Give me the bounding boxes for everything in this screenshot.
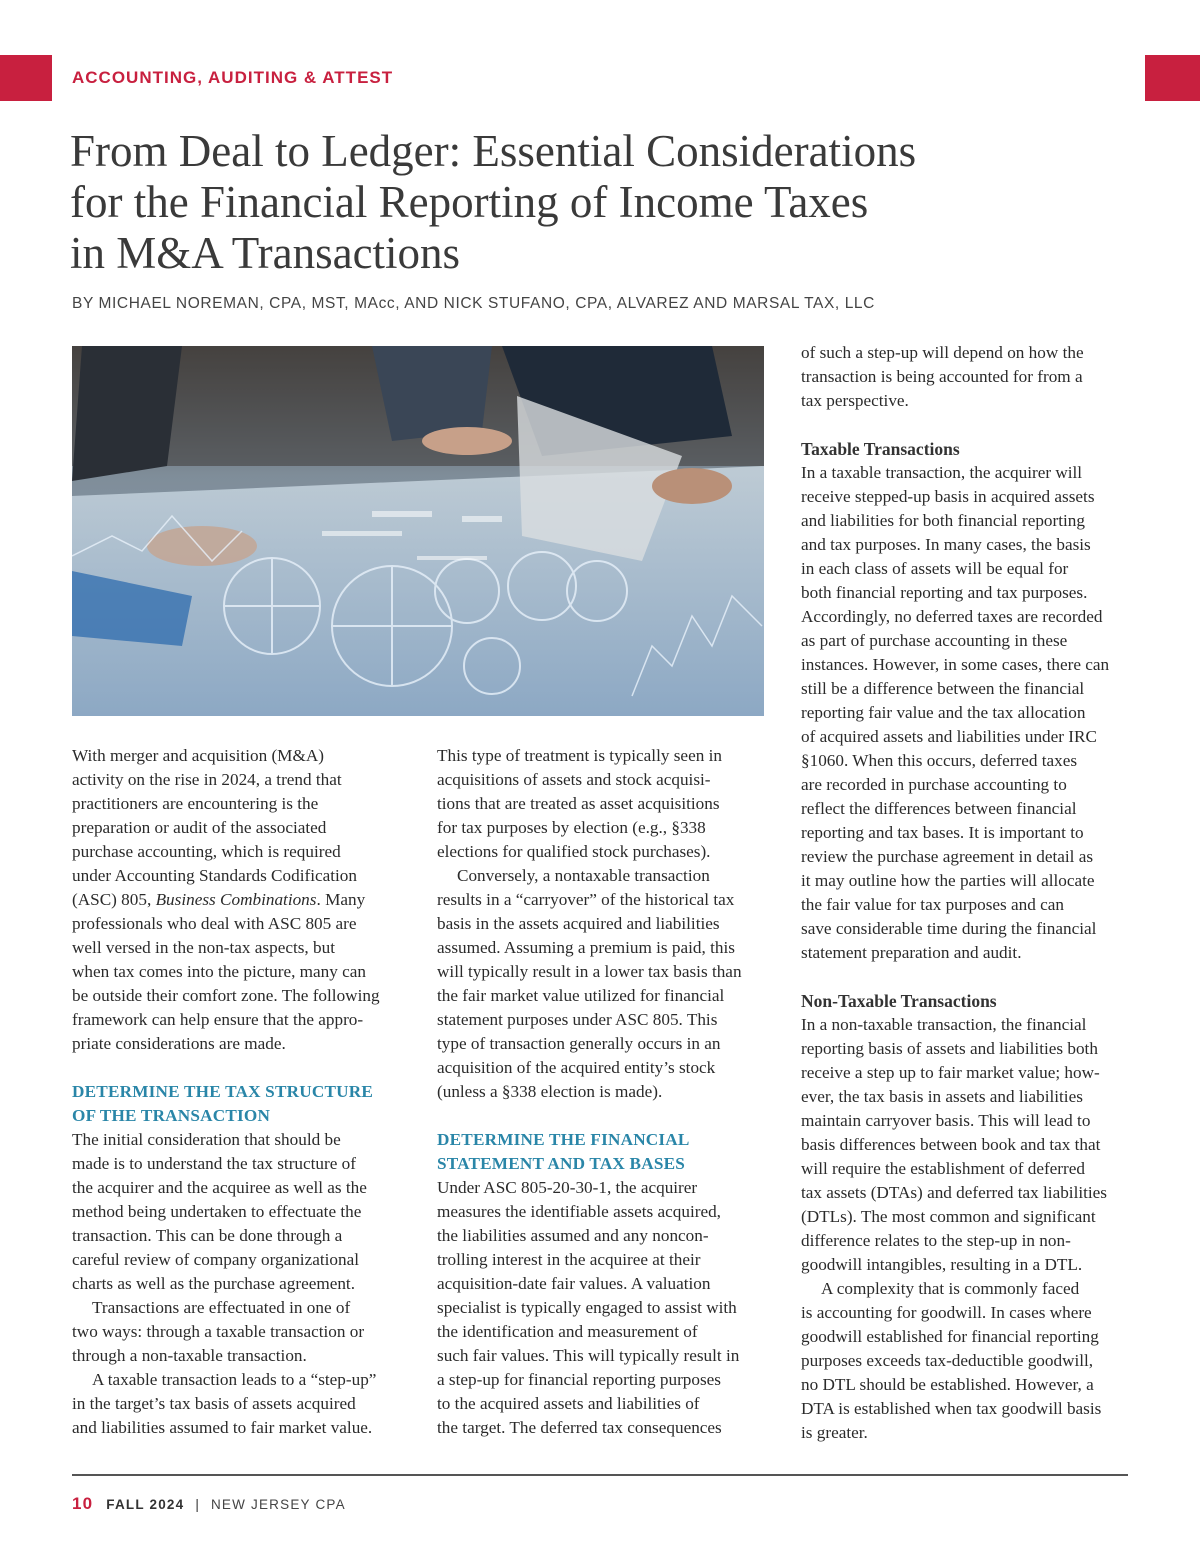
text-line: is greater. — [801, 1423, 868, 1442]
text-line: A complexity that is commonly faced — [821, 1279, 1080, 1298]
text-line: Conversely, a nontaxable transaction — [457, 866, 710, 885]
text-line: (DTLs). The most common and significant — [801, 1207, 1096, 1226]
text-line: review the purchase agreement in detail as — [801, 847, 1094, 866]
text-line: statement purposes under ASC 805. This — [437, 1010, 718, 1029]
text-line: tax perspective. — [801, 391, 909, 410]
text-line: still be a difference between the financial — [801, 679, 1085, 698]
text-line: basis differences between book and tax that — [801, 1135, 1101, 1154]
section-tab-right — [1145, 55, 1200, 101]
paragraph — [437, 1176, 772, 1440]
text-line: through a non-taxable transaction. — [72, 1346, 307, 1365]
text-line: receive stepped-up basis in acquired assets — [801, 487, 1095, 506]
text-line: both financial reporting and tax purposes. — [801, 583, 1088, 602]
text-line: are recorded in purchase accounting to — [801, 775, 1067, 794]
paragraph — [72, 744, 407, 1056]
text-line: A taxable transaction leads to a “step-up” — [92, 1370, 377, 1389]
text-fragment: (ASC) 805, — [72, 890, 156, 909]
paragraph — [437, 864, 772, 1104]
text-line: the liabilities assumed and any noncon- — [437, 1226, 709, 1245]
paragraph — [72, 1128, 407, 1296]
text-line: assumed. Assuming a premium is paid, this — [437, 938, 735, 957]
text-line: This type of treatment is typically seen in — [437, 746, 722, 765]
text-line: careful review of company organizational — [72, 1250, 359, 1269]
text-line: save considerable time during the financial — [801, 919, 1097, 938]
column-1 — [72, 744, 407, 1440]
text-line: two ways: through a taxable transaction or — [72, 1322, 365, 1341]
footer-divider — [72, 1474, 1128, 1476]
text-line: With merger and acquisition (M&A) — [72, 746, 324, 765]
text-line: acquisition-date fair values. A valuation — [437, 1274, 711, 1293]
text-line: method being undertaken to effectuate the — [72, 1202, 362, 1221]
page-number: 10 — [72, 1494, 94, 1513]
business-meeting-illustration — [72, 346, 764, 716]
text-line: goodwill established for financial reporting — [801, 1327, 1099, 1346]
text-line: receive a step up to fair market value; how- — [801, 1063, 1100, 1082]
text-line: practitioners are encountering is the — [72, 794, 319, 813]
text-line: the target. The deferred tax consequences — [437, 1418, 722, 1437]
subsection-heading: Taxable Transactions — [801, 439, 960, 459]
text-line: The initial consideration that should be — [72, 1130, 341, 1149]
text-line: priate considerations are made. — [72, 1034, 286, 1053]
text-line: DTA is established when tax goodwill basis — [801, 1399, 1102, 1418]
title-line: From Deal to Ledger: Essential Considerations — [70, 126, 917, 176]
text-line: §1060. When this occurs, deferred taxes — [801, 751, 1078, 770]
text-line: well versed in the non-tax aspects, but — [72, 938, 335, 957]
issue-label: FALL 2024 — [106, 1497, 185, 1512]
italic-title: Business Combinations — [155, 890, 317, 909]
text-line: type of transaction generally occurs in an — [437, 1034, 721, 1053]
text-line: Transactions are effectuated in one of — [92, 1298, 351, 1317]
text-line: specialist is typically engaged to assist with — [437, 1298, 737, 1317]
column-3 — [801, 341, 1136, 1445]
text-line: (unless a §338 election is made). — [437, 1082, 663, 1101]
text-line: purposes exceeds tax-deductible goodwill, — [801, 1351, 1094, 1370]
text-line: statement preparation and audit. — [801, 943, 1022, 962]
text-line: transaction. This can be done through a — [72, 1226, 343, 1245]
publication-name: NEW JERSEY CPA — [210, 1497, 346, 1512]
text-line: Under ASC 805-20-30-1, the acquirer — [437, 1178, 698, 1197]
text-line: of acquired assets and liabilities under IRC — [801, 727, 1097, 746]
text-line: of such a step-up will depend on how the — [801, 343, 1084, 362]
heading-line: DETERMINE THE TAX STRUCTURE — [72, 1082, 373, 1101]
hero-photo — [72, 346, 764, 716]
text-line: tax assets (DTAs) and deferred tax liabilities — [801, 1183, 1107, 1202]
text-line: it may outline how the parties will allocate — [801, 871, 1095, 890]
text-line: results in a “carryover” of the historical tax — [437, 890, 735, 909]
text-line: under Accounting Standards Codification — [72, 866, 357, 885]
text-line: trolling interest in the acquiree at their — [437, 1250, 701, 1269]
text-line: the fair value for tax purposes and can — [801, 895, 1064, 914]
text-line: transaction is being accounted for from a — [801, 367, 1083, 386]
column-2 — [437, 744, 772, 1440]
subsection-heading: Non-Taxable Transactions — [801, 991, 997, 1011]
text-line: purchase accounting, which is required — [72, 842, 341, 861]
heading-line: OF THE TRANSACTION — [72, 1106, 271, 1125]
text-line: reporting and tax bases. It is important to — [801, 823, 1084, 842]
text-line: the identification and measurement of — [437, 1322, 698, 1341]
heading-line: DETERMINE THE FINANCIAL — [437, 1130, 690, 1149]
heading-line: STATEMENT AND TAX BASES — [437, 1154, 685, 1173]
text-line: reflect the differences between financial — [801, 799, 1077, 818]
text-line: acquisitions of assets and stock acquisi- — [437, 770, 711, 789]
text-line: Accordingly, no deferred taxes are recorded — [801, 607, 1103, 626]
title-line: for the Financial Reporting of Income Taxes — [70, 177, 869, 227]
text-line: difference relates to the step-up in non- — [801, 1231, 1071, 1250]
paragraph — [801, 461, 1136, 965]
text-line: charts as well as the purchase agreement. — [72, 1274, 355, 1293]
text-line: In a non-taxable transaction, the financial — [801, 1015, 1087, 1034]
text-line: in the target’s tax basis of assets acquired — [72, 1394, 356, 1413]
text-line: tions that are treated as asset acquisitions — [437, 794, 720, 813]
text-line — [72, 888, 407, 912]
section-tab-left — [0, 55, 52, 101]
text-line: goodwill intangibles, resulting in a DTL. — [801, 1255, 1083, 1274]
text-line: and liabilities assumed to fair market value. — [72, 1418, 373, 1437]
section-label: ACCOUNTING, AUDITING & ATTEST — [72, 68, 394, 87]
text-line: be outside their comfort zone. The following — [72, 986, 380, 1005]
paragraph — [801, 341, 1136, 413]
text-line: activity on the rise in 2024, a trend that — [72, 770, 342, 789]
article-title — [70, 126, 1030, 279]
text-line: instances. However, in some cases, there can — [801, 655, 1110, 674]
text-line: the acquirer and the acquiree as well as the — [72, 1178, 367, 1197]
page-footer — [72, 1494, 346, 1514]
text-line: when tax comes into the picture, many can — [72, 962, 367, 981]
text-line: reporting fair value and the tax allocation — [801, 703, 1086, 722]
text-fragment: . Many — [316, 890, 366, 909]
text-line: preparation or audit of the associated — [72, 818, 327, 837]
section-heading — [72, 1080, 407, 1128]
text-line: will require the establishment of deferred — [801, 1159, 1085, 1178]
text-line: will typically result in a lower tax basis than — [437, 962, 742, 981]
text-line: as part of purchase accounting in these — [801, 631, 1068, 650]
text-line: is accounting for goodwill. In cases where — [801, 1303, 1092, 1322]
text-line: and liabilities for both financial reporting — [801, 511, 1085, 530]
paragraph — [72, 1296, 407, 1368]
text-line: reporting basis of assets and liabilities both — [801, 1039, 1098, 1058]
text-line: In a taxable transaction, the acquirer will — [801, 463, 1083, 482]
text-line: no DTL should be established. However, a — [801, 1375, 1094, 1394]
text-line: ever, the tax basis in assets and liabilities — [801, 1087, 1083, 1106]
paragraph — [801, 1277, 1136, 1445]
text-line: such fair values. This will typically result in — [437, 1346, 740, 1365]
paragraph — [801, 1013, 1136, 1277]
text-line: and tax purposes. In many cases, the basis — [801, 535, 1091, 554]
byline: BY MICHAEL NOREMAN, CPA, MST, MAcc, AND NICK STUFANO, CPA, ALVAREZ AND MARSAL TAX, LLC — [72, 295, 875, 312]
text-line: framework can help ensure that the appro- — [72, 1010, 364, 1029]
text-line: measures the identifiable assets acquired, — [437, 1202, 721, 1221]
text-line: basis in the assets acquired and liabilities — [437, 914, 720, 933]
title-line: in M&A Transactions — [70, 228, 461, 278]
footer-separator: | — [195, 1497, 201, 1512]
text-line: made is to understand the tax structure of — [72, 1154, 356, 1173]
text-line: the fair market value utilized for financial — [437, 986, 725, 1005]
text-line: elections for qualified stock purchases). — [437, 842, 711, 861]
text-line: maintain carryover basis. This will lead to — [801, 1111, 1091, 1130]
text-line: in each class of assets will be equal for — [801, 559, 1069, 578]
text-line: for tax purposes by election (e.g., §338 — [437, 818, 706, 837]
section-heading — [437, 1128, 772, 1176]
text-line: acquisition of the acquired entity’s stock — [437, 1058, 716, 1077]
text-line: a step-up for financial reporting purposes — [437, 1370, 721, 1389]
paragraph — [437, 744, 772, 864]
text-line: professionals who deal with ASC 805 are — [72, 914, 357, 933]
paragraph — [72, 1368, 407, 1440]
text-line: to the acquired assets and liabilities of — [437, 1394, 700, 1413]
